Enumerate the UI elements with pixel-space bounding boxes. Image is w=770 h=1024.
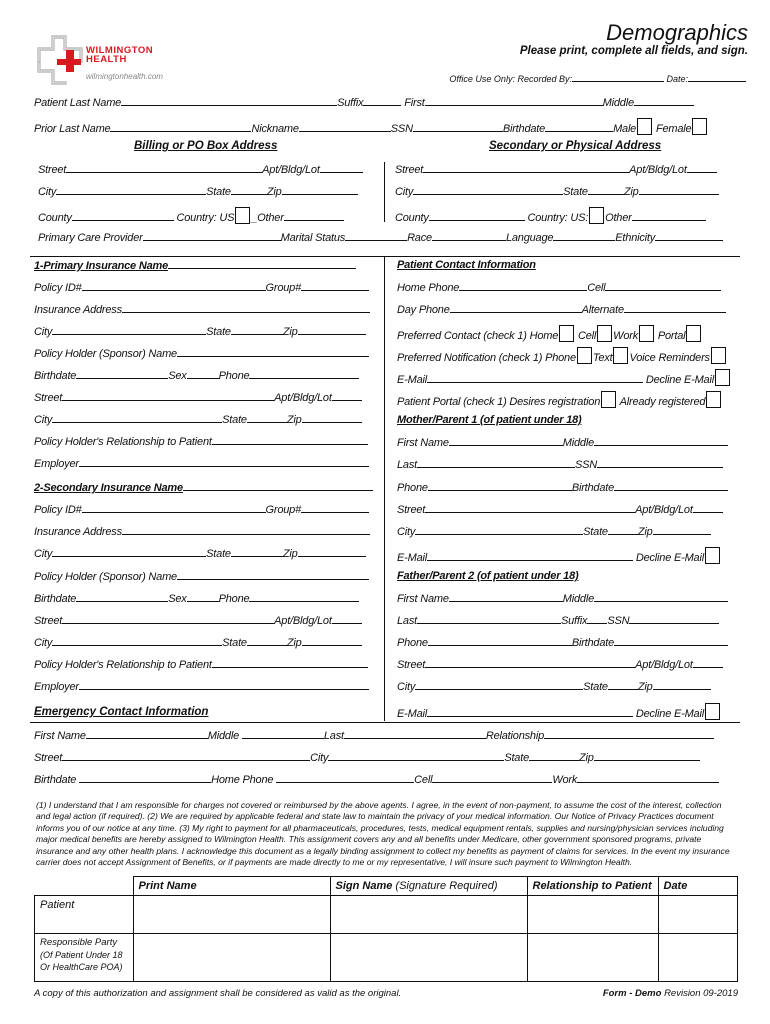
patient-print-name-cell[interactable]	[133, 896, 330, 934]
pref-work-checkbox[interactable]	[639, 325, 654, 342]
ins2-address-row[interactable]: Insurance Address	[34, 525, 370, 538]
date-header: Date	[658, 877, 738, 896]
revision-label: Revision 09-2019	[664, 988, 738, 999]
secondary-city-row[interactable]: City State Zip	[395, 185, 719, 198]
ins1-holder-row[interactable]: Policy Holder (Sponsor) Name	[34, 347, 369, 360]
office-date-label: Date:	[666, 74, 688, 84]
father-header-row	[397, 570, 578, 582]
page-title: Demographics	[606, 20, 748, 45]
relationship-header: Relationship to Patient	[527, 877, 658, 896]
logo-name-line-1: WILMINGTON	[86, 45, 154, 56]
patient-name-row[interactable]: Patient Last Name Suffix First Middle	[34, 96, 694, 109]
ins1-birthdate-row[interactable]: Birthdate Sex Phone	[34, 369, 359, 382]
billing-city-row[interactable]: City State Zip	[38, 185, 358, 198]
patient-contact-header-row	[397, 259, 536, 271]
ins1-policy-row[interactable]: Policy ID# Group#	[34, 281, 369, 294]
emergency-contact-header: Emergency Contact Information	[34, 706, 209, 718]
responsible-date-cell[interactable]	[658, 934, 738, 982]
father-last-row[interactable]: Last Suffix SSN	[397, 614, 719, 627]
decline-email-checkbox[interactable]	[715, 369, 730, 386]
ins1-city-row[interactable]: City State Zip	[34, 325, 366, 338]
mother-email-row[interactable]: E-Mail Decline E-Mail	[397, 547, 721, 564]
secondary-county-row[interactable]: County Country: US: Other	[395, 207, 706, 224]
page-subtitle: Please print, complete all fields, and sign.	[519, 45, 748, 57]
secondary-country-us-checkbox[interactable]	[589, 207, 604, 224]
mother-street-row[interactable]: Street Apt/Bldg/Lot	[397, 503, 723, 516]
logo-name-line-2: HEALTH	[86, 54, 127, 65]
patient-signature-cell[interactable]	[330, 896, 527, 934]
primary-insurance-row[interactable]	[34, 259, 356, 272]
billing-street-row[interactable]: Street Apt/Bldg/Lot	[38, 163, 363, 176]
primary-care-row[interactable]: Primary Care Provider Marital Status Race Language Ethnicity	[38, 231, 723, 244]
prior-name-row[interactable]: Prior Last Name Nickname SSN Birthdate Male Female	[34, 118, 708, 135]
billing-address-header: Billing or PO Box Address	[134, 140, 278, 152]
notif-phone-checkbox[interactable]	[577, 347, 592, 364]
ins2-city-row[interactable]: City State Zip	[34, 547, 366, 560]
father-parent-header: Father/Parent 2 (of patient under 18)	[397, 570, 579, 582]
office-use-line	[449, 72, 746, 84]
secondary-insurance-row[interactable]	[34, 481, 373, 494]
father-street-row[interactable]: Street Apt/Bldg/Lot	[397, 658, 723, 671]
preferred-notification-row[interactable]: Preferred Notification (check 1) Phone Text Voice Reminders	[397, 347, 727, 364]
email-row[interactable]: E-Mail Decline E-Mail	[397, 369, 731, 386]
father-city-row[interactable]: City State Zip	[397, 680, 711, 693]
ins1-address-row[interactable]: Insurance Address	[34, 303, 370, 316]
print-name-header: Print Name	[133, 877, 330, 896]
ins1-city2-row[interactable]: City State Zip	[34, 413, 362, 426]
responsible-signature-cell[interactable]	[330, 934, 527, 982]
wilmington-health-logo-icon	[36, 34, 88, 86]
patient-relationship-cell[interactable]	[527, 896, 658, 934]
mother-last-row[interactable]: Last SSN	[397, 458, 723, 471]
preferred-contact-row[interactable]: Preferred Contact (check 1) Home Cell Work Portal	[397, 325, 702, 342]
logo	[36, 34, 176, 84]
ins2-employer-row[interactable]: Employer	[34, 680, 369, 693]
mother-decline-email-checkbox[interactable]	[705, 547, 720, 564]
secondary-insurance-header: 2-Secondary Insurance Name	[34, 482, 183, 494]
notif-voice-checkbox[interactable]	[711, 347, 726, 364]
mother-city-row[interactable]: City State Zip	[397, 525, 711, 538]
ins2-policy-row[interactable]: Policy ID# Group#	[34, 503, 369, 516]
home-phone-row[interactable]: Home Phone Cell	[397, 281, 721, 294]
emergency-street-row[interactable]: Street City State Zip	[34, 751, 700, 764]
billing-country-us-checkbox[interactable]	[235, 207, 250, 224]
office-use-label: Office Use Only: Recorded By:	[449, 74, 572, 84]
ins2-relationship-row[interactable]: Policy Holder's Relationship to Patient	[34, 658, 368, 671]
mother-phone-row[interactable]: Phone Birthdate	[397, 481, 728, 494]
mother-name-row[interactable]: First Name Middle	[397, 436, 728, 449]
father-name-row[interactable]: First Name Middle	[397, 592, 728, 605]
ins2-birthdate-row[interactable]: Birthdate Sex Phone	[34, 592, 359, 605]
primary-insurance-header: 1-Primary Insurance Name	[34, 260, 168, 272]
billing-county-row[interactable]: County Country: US _Other	[38, 207, 344, 224]
ins1-street-row[interactable]: Street Apt/Bldg/Lot	[34, 391, 362, 404]
mother-header-row	[397, 414, 582, 426]
patient-date-cell[interactable]	[658, 896, 738, 934]
responsible-print-name-cell[interactable]	[133, 934, 330, 982]
emergency-birthdate-row[interactable]: Birthdate Home Phone Cell Work	[34, 773, 719, 786]
father-phone-row[interactable]: Phone Birthdate	[397, 636, 728, 649]
responsible-party-label: Responsible Party (Of Patient Under 18 Or HealthCare POA)	[35, 934, 134, 982]
form-revision	[603, 988, 738, 999]
pref-cell-checkbox[interactable]	[597, 325, 612, 342]
portal-already-checkbox[interactable]	[706, 391, 721, 408]
patient-contact-header: Patient Contact Information	[397, 259, 536, 271]
form-label: Form - Demo	[602, 988, 662, 999]
logo-url: wilmingtonhealth.com	[86, 72, 163, 81]
emergency-name-row[interactable]: First Name Middle Last Relationship	[34, 729, 714, 742]
legal-statement: (1) I understand that I am responsible for charges not covered or reimbursed by the above agents. I agree, in the event of non-payment, to assume the cost of the interest, collection and legal action (if required). (2) We are required by applicable federal and state law to maintain the privacy of your medical information. Our Notice of Privacy Practices document informs you of our notice at any time. (3) My right to payment for all pharmaceuticals, procedures, tests, medical equipment rentals, supplies and nursing/physician services including major medical benefits are hereby assigned to Wilmington Health. This assignment covers any and all benefits under Medicare, other government sponsored programs, private insurance and any other health plans. I acknowledge this document as a legally binding assignment to collect my benefits as payment of claims for services. In the event my insurance carrier does not accept Assignment of Benefits, or if payments are made directly to me or my representative, I will insure such payment to Wilmington Health.	[36, 800, 730, 868]
father-decline-email-checkbox[interactable]	[705, 703, 720, 720]
portal-row[interactable]: Patient Portal (check 1) Desires registration Already registered	[397, 391, 722, 408]
ins2-street-row[interactable]: Street Apt/Bldg/Lot	[34, 614, 362, 627]
male-checkbox[interactable]	[637, 118, 652, 135]
signature-table	[34, 876, 738, 982]
copy-note: A copy of this authorization and assignment shall be considered as valid as the original.	[34, 988, 402, 999]
sign-name-header: Sign Name (Signature Required)	[330, 877, 527, 896]
pref-portal-checkbox[interactable]	[686, 325, 701, 342]
secondary-address-header: Secondary or Physical Address	[489, 140, 662, 152]
ins1-employer-row[interactable]: Employer	[34, 457, 369, 470]
responsible-relationship-cell[interactable]	[527, 934, 658, 982]
female-checkbox[interactable]	[692, 118, 707, 135]
ins2-holder-row[interactable]: Policy Holder (Sponsor) Name	[34, 570, 369, 583]
notif-text-checkbox[interactable]	[613, 347, 628, 364]
pref-home-checkbox[interactable]	[559, 325, 574, 342]
secondary-street-row[interactable]: Street Apt/Bldg/Lot	[395, 163, 717, 176]
mother-parent-header: Mother/Parent 1 (of patient under 18)	[397, 414, 582, 426]
portal-desires-checkbox[interactable]	[601, 391, 616, 408]
ins2-city2-row[interactable]: City State Zip	[34, 636, 362, 649]
patient-row-label: Patient	[35, 896, 134, 934]
ins1-relationship-row[interactable]: Policy Holder's Relationship to Patient	[34, 435, 368, 448]
father-email-row[interactable]: E-Mail Decline E-Mail	[397, 703, 721, 720]
day-phone-row[interactable]: Day Phone Alternate	[397, 303, 726, 316]
